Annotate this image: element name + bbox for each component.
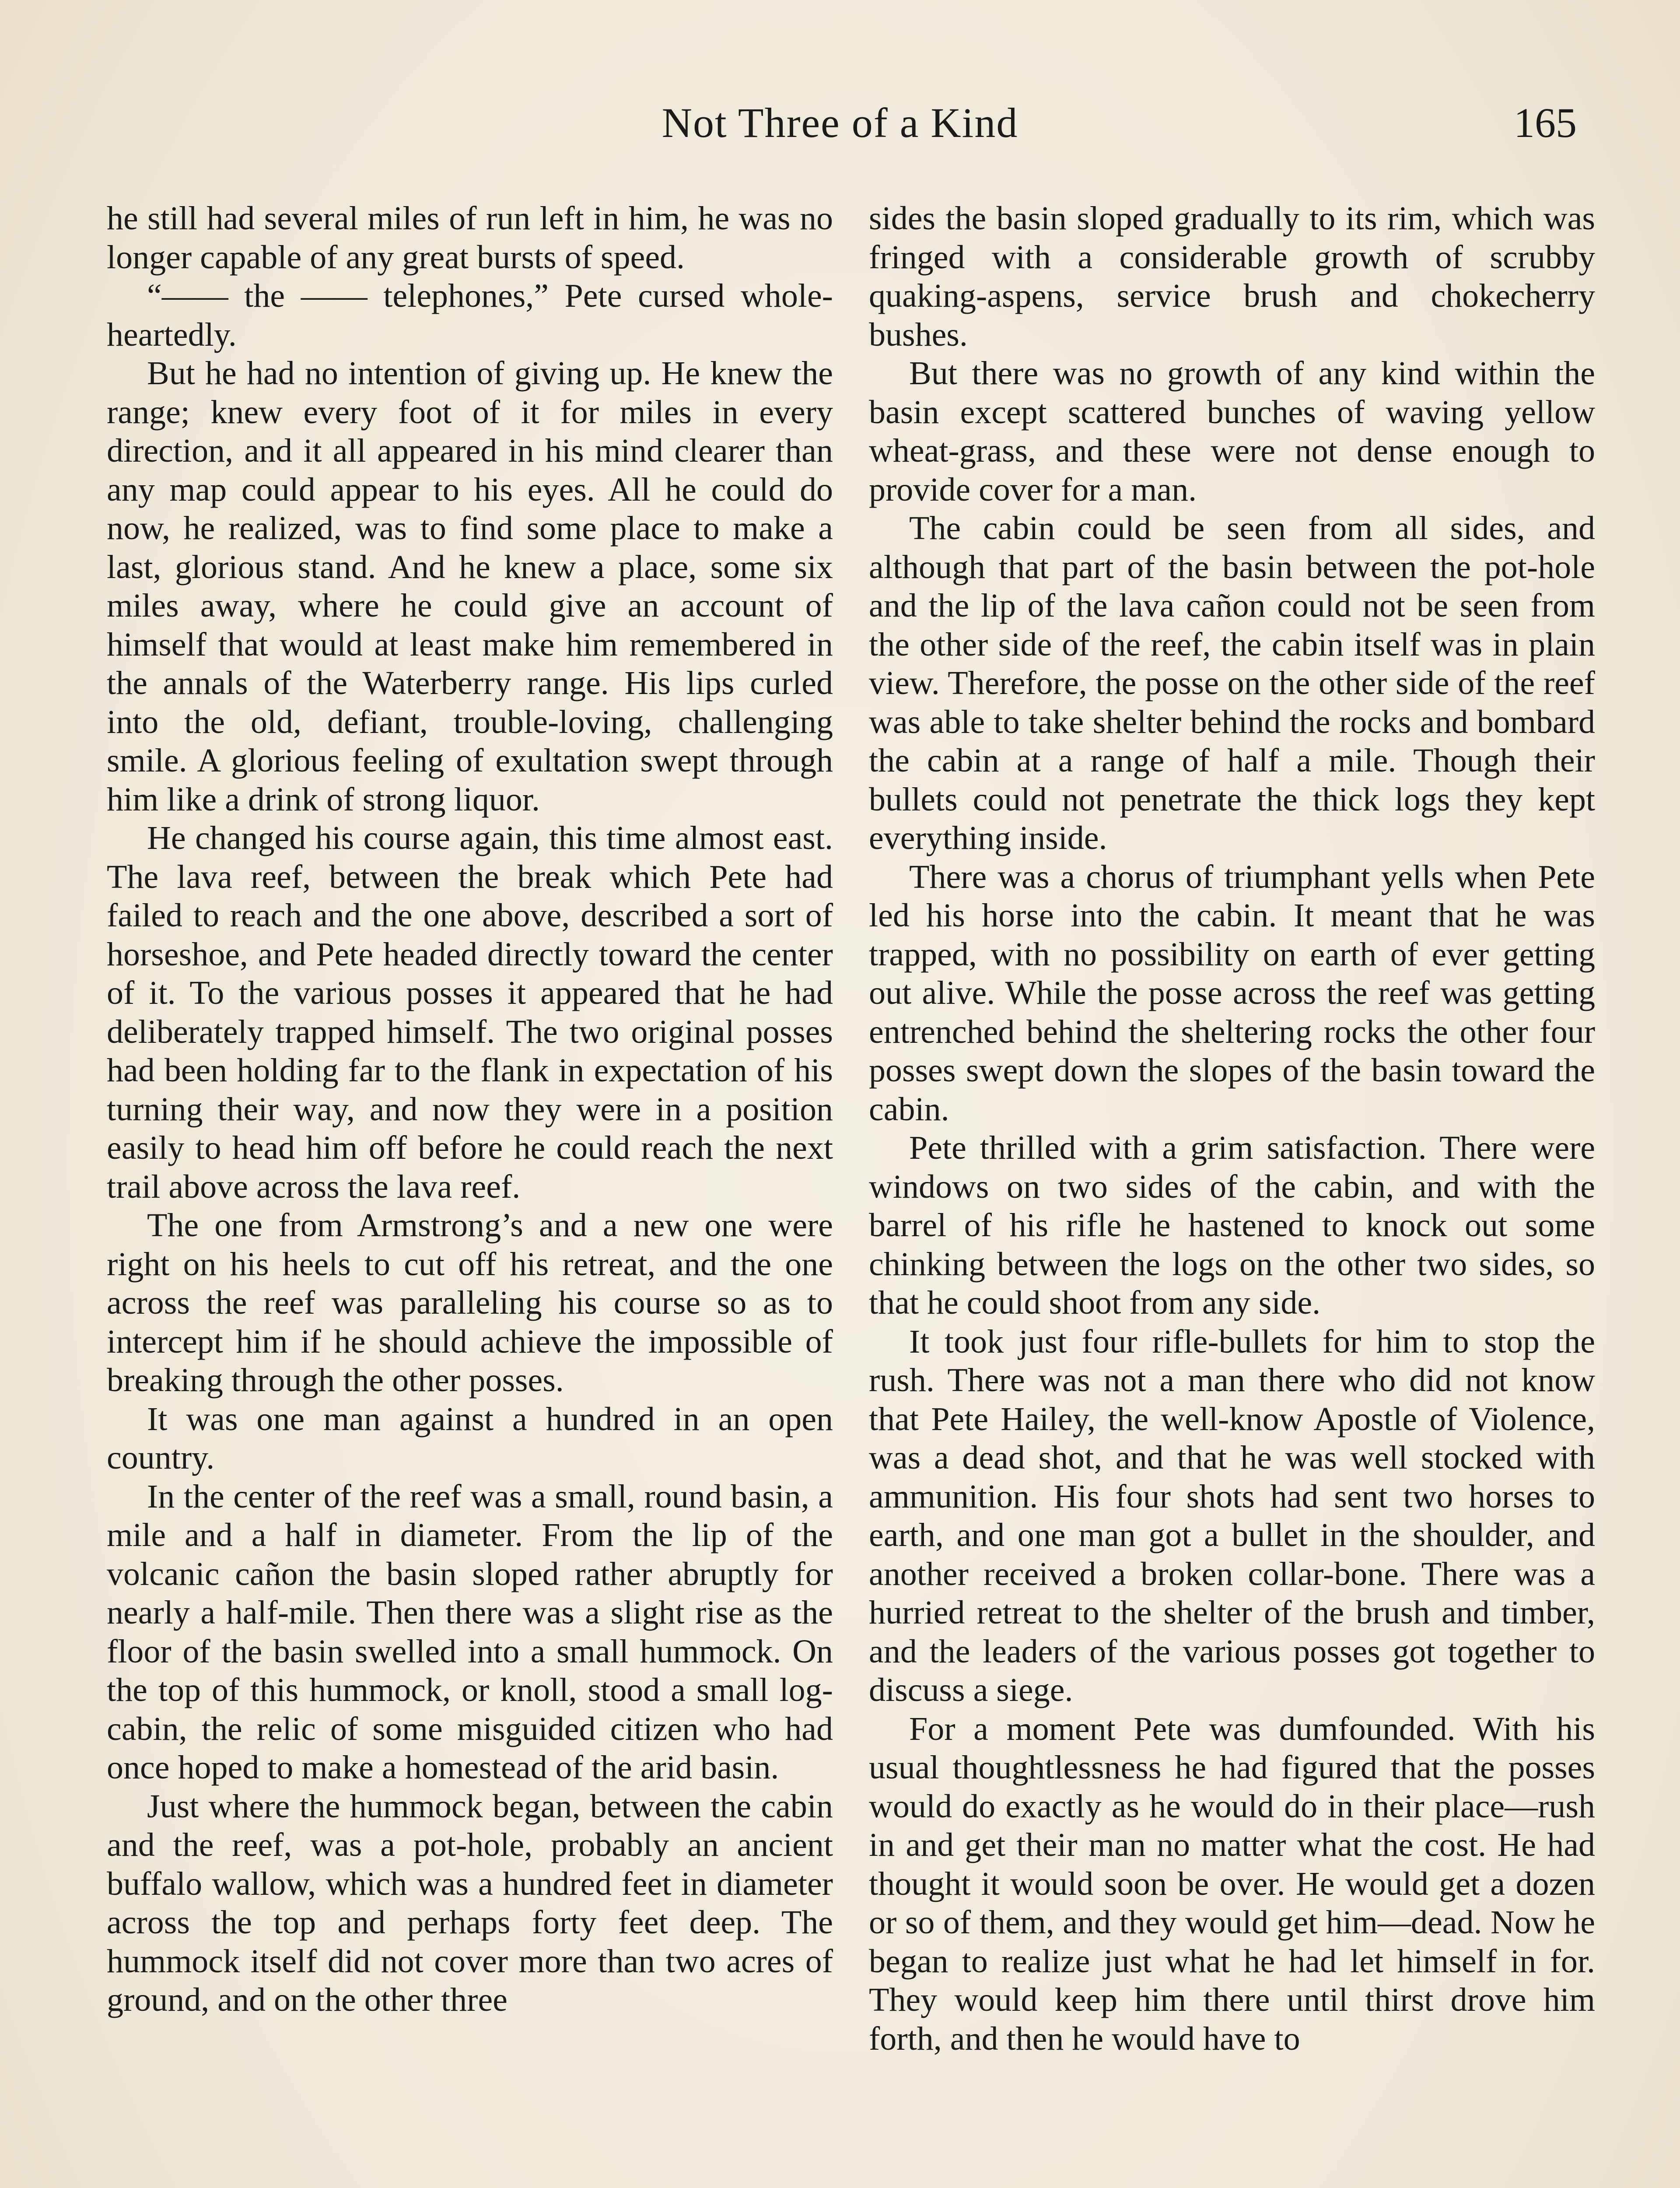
paragraph: he still had several miles of run left in him, he was no longer capable of any great bursts of speed. <box>107 200 833 276</box>
paragraph: In the center of the reef was a small, round basin, a mile and a half in diameter. From the lip of the volcanic cañon the basin sloped rather abruptly for nearly a half-mile. Then there was a slight rise as the floor of the basin swelled into a small hummock. On the top of this hummock, or knoll, stood a small log-cabin, the relic of some misguided citizen who had once hoped to make a homestead of the arid basin. <box>107 1478 833 1786</box>
paragraph: Just where the hummock began, between the cabin and the reef, was a pot-hole, probably an ancient buffalo wallow, which was a hundred feet in diameter across the top and perhaps forty feet deep. The hummock itself did not cover more than two acres of ground, and on the other three <box>107 1788 833 2018</box>
paragraph: There was a chorus of triumphant yells when Pete led his horse into the cabin. It meant that he was trapped, with no possibility on earth of ever getting out alive. While the posse across the reef was getting entrenched behind the sheltering rocks the other four posses swept down the slopes of the basin toward the cabin. <box>869 858 1595 1128</box>
left-column <box>107 199 833 2020</box>
paragraph: He changed his course again, this time almost east. The lava reef, between the break which Pete had failed to reach and the one above, described a sort of horseshoe, and Pete headed directly toward the center of it. To the various posses it appeared that he had deliberately trapped himself. The two original posses had been holding far to the flank in expectation of his turning their way, and now they were in a position easily to head him off before he could reach the next trail above across the lava reef. <box>107 820 833 1205</box>
paragraph: Pete thrilled with a grim satisfaction. There were windows on two sides of the cabin, and with the barrel of his rifle he hastened to knock out some chinking between the logs on the other two sides, so that he could shoot from any side. <box>869 1129 1595 1321</box>
page-number: 165 <box>1514 99 1577 146</box>
paragraph: It was one man against a hundred in an open country. <box>107 1400 833 1476</box>
paragraph: The one from Armstrong’s and a new one were right on his heels to cut off his retreat, and the one across the reef was paralleling his course so as to intercept him if he should achieve the impossible of breaking through the other posses. <box>107 1207 833 1399</box>
paragraph: sides the basin sloped gradually to its rim, which was fringed with a considerable growth of scrubby quaking-aspens, service brush and chokecherry bushes. <box>869 200 1595 353</box>
right-column <box>869 199 1595 2058</box>
paragraph: But he had no intention of giving up. He knew the range; knew every foot of it for miles in every direction, and it all appeared in his mind clearer than any map could appear to his eyes. All he could do now, he realized, was to find some place to make a last, glorious stand. And he knew a place, some six miles away, where he could give an account of himself that would at least make him remembered in the annals of the Waterberry range. His lips curled into the old, defiant, trouble-loving, challenging smile. A glorious feeling of exultation swept through him like a drink of strong liquor. <box>107 355 833 818</box>
paragraph: For a moment Pete was dumfounded. With his usual thoughtlessness he had figured that the posses would do exactly as he would do in their place—rush in and get their man no matter what the cost. He had thought it would soon be over. He would get a dozen or so of them, and they would get him—dead. Now he began to realize just what he had let himself in for. They would keep him there until thirst drove him forth, and then he would have to <box>869 1710 1595 2057</box>
paragraph: It took just four rifle-bullets for him to stop the rush. There was not a man there who did not know that Pete Hailey, the well-know Apostle of Violence, was a dead shot, and that he was well stocked with ammunition. His four shots had sent two horses to earth, and one man got a bullet in the shoulder, and another received a broken collar-bone. There was a hurried retreat to the shelter of the brush and timber, and the leaders of the various posses got together to discuss a siege. <box>869 1323 1595 1708</box>
running-head <box>0 98 1680 155</box>
paragraph: “—— the —— telephones,” Pete cursed whole-heartedly. <box>107 277 833 353</box>
paragraph: The cabin could be seen from all sides, and although that part of the basin between the pot-hole and the lip of the lava cañon could not be seen from the other side of the reef, the cabin itself was in plain view. Therefore, the posse on the other side of the reef was able to take shelter behind the rocks and bombard the cabin at a range of half a mile. Though their bullets could not penetrate the thick logs they kept everything inside. <box>869 510 1595 856</box>
page-title: Not Three of a Kind <box>662 99 1018 146</box>
paragraph: But there was no growth of any kind within the basin except scattered bunches of waving yellow wheat-grass, and these were not dense enough to provide cover for a man. <box>869 355 1595 508</box>
